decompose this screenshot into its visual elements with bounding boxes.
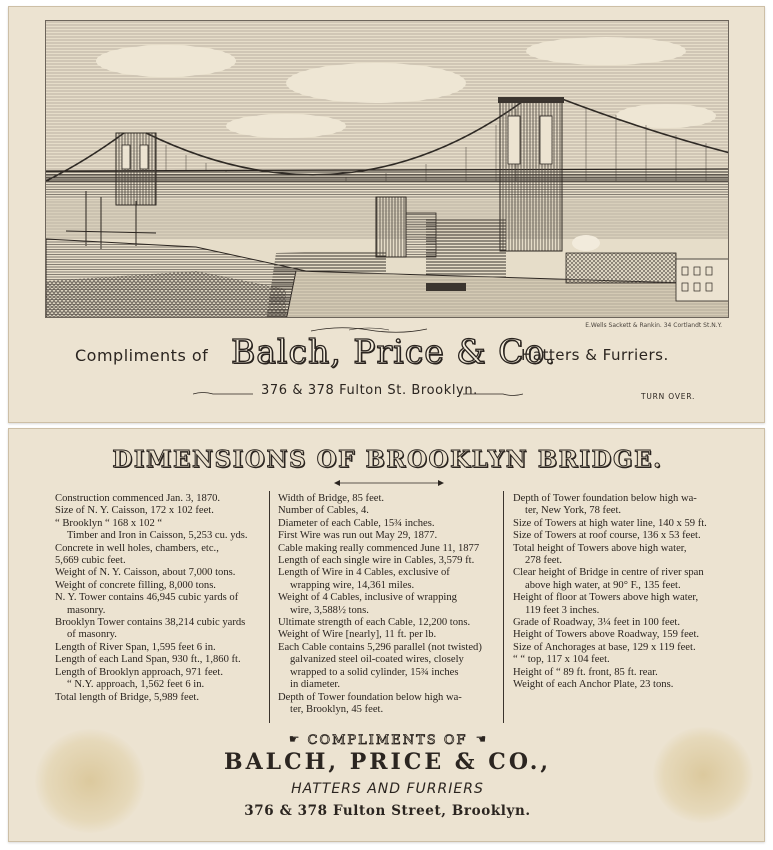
compliments-prefix: Compliments of	[75, 346, 209, 365]
pointing-hand-icon: ☚	[475, 732, 487, 746]
dimension-line: Each Cable contains 5,296 parallel (not twisted)	[278, 641, 482, 653]
column-divider	[269, 491, 270, 723]
dimension-line: Construction commenced Jan. 3, 1870.	[55, 493, 221, 504]
dimension-line: Length of each Land Span, 930 ft., 1,860 ft.	[55, 654, 241, 666]
dimension-line: First Wire was run out May 29, 1877.	[278, 530, 438, 542]
dimension-line: Height of floor at Towers above high water,	[513, 592, 699, 604]
right-tower	[498, 97, 564, 251]
dimension-line: wrapping wire, 14,361 miles.	[290, 579, 415, 591]
card-front	[8, 6, 765, 423]
dimension-line: Grade of Roadway, 3¼ feet in 100 feet.	[513, 617, 680, 629]
dimension-line: N. Y. Tower contains 46,945 cubic yards of	[55, 592, 239, 604]
dimension-line: Length of each single wire in Cables, 3,579 ft.	[278, 555, 475, 567]
trade-back: HATTERS AND FURRIERS	[291, 781, 484, 797]
dimension-line: Weight of 4 Cables, inclusive of wrapping	[278, 592, 457, 604]
dimension-line: ter, New York, 78 feet.	[525, 505, 622, 517]
dimension-line: Height of Towers above Roadway, 159 feet.	[513, 629, 700, 641]
dimension-line: above high water, at 90° F., 135 feet.	[525, 579, 681, 591]
dimension-line: masonry.	[67, 604, 106, 616]
trade-front: Hatters & Furriers.	[521, 346, 669, 364]
turn-over-note: TURN OVER.	[641, 392, 696, 401]
dimensions-column-1	[55, 493, 265, 704]
dimension-line: Size of Towers at roof course, 136 x 53 feet.	[513, 530, 701, 542]
dimension-line: Concrete in well holes, chambers, etc.,	[55, 542, 219, 554]
address-front: 376 & 378 Fulton St. Brooklyn.	[261, 383, 478, 398]
dimension-line: 278 feet.	[525, 555, 563, 567]
dimension-line: Size of Anchorages at base, 129 x 119 feet.	[513, 641, 696, 653]
compliments-line	[9, 330, 766, 380]
title-ornament-rule	[334, 479, 444, 487]
dimension-line: Ultimate strength of each Cable, 12,200 tons.	[278, 617, 471, 629]
dimension-line: Length of River Span, 1,595 feet 6 in.	[55, 641, 216, 653]
left-flourish-rule	[193, 391, 253, 397]
dimension-line: Weight of each Anchor Plate, 23 tons.	[513, 679, 674, 691]
dimension-line: in diameter.	[290, 679, 341, 691]
pointing-hand-icon: ☛	[288, 732, 300, 746]
dimensions-column-2	[278, 493, 500, 716]
dimension-line: Length of Brooklyn approach, 971 feet.	[55, 666, 223, 678]
engraver-credit: E.Wells Sackett & Rankin. 34 Cortlandt St.N.Y.	[585, 322, 722, 329]
brooklyn-bridge-engraving	[45, 20, 729, 318]
dimension-line: wrapped to a solid cylinder, 15¾ inches	[290, 666, 459, 678]
dimension-line: Depth of Tower foundation below high wa-	[278, 691, 462, 703]
firm-name-front: Balch, Price & Co.	[231, 332, 557, 371]
dimension-line: Depth of Tower foundation below high wa-	[513, 493, 697, 504]
dimensions-title: DIMENSIONS OF BROOKLYN BRIDGE.	[112, 446, 663, 473]
firm-name-back: BALCH, PRICE & CO.,	[223, 749, 552, 775]
right-flourish-rule	[463, 391, 523, 397]
dimension-line: Weight of N. Y. Caisson, about 7,000 tons.	[55, 567, 236, 579]
dimension-line: “ Brooklyn “ 168 x 102 “	[55, 517, 163, 529]
dimension-line: Brooklyn Tower contains 38,214 cubic yards	[55, 617, 246, 629]
address-line-front	[193, 383, 523, 403]
dimension-line: ter, Brooklyn, 45 feet.	[290, 703, 384, 715]
dimension-line: Timber and Iron in Caisson, 5,253 cu. yds.	[67, 530, 248, 542]
dimensions-column-3	[513, 493, 733, 692]
compliments-line-back	[9, 731, 766, 749]
compliments-back: COMPLIMENTS OF	[307, 733, 468, 748]
card-back	[8, 428, 765, 842]
dimension-line: “ N.Y. approach, 1,562 feet 6 in.	[67, 679, 205, 691]
dimension-line: Height of “ 89 ft. front, 85 ft. rear.	[513, 666, 658, 678]
dimension-line: Number of Cables, 4.	[278, 505, 369, 517]
dimension-line: 5,669 cubic feet.	[55, 555, 126, 567]
dimension-line: Clear height of Bridge in centre of river span	[513, 567, 704, 579]
left-tower	[116, 133, 156, 205]
dimension-line: Length of Wire in 4 Cables, exclusive of	[278, 567, 450, 579]
dimension-line: Size of N. Y. Caisson, 172 x 102 feet.	[55, 505, 214, 517]
dimension-line: galvanized steel oil-coated wires, closely	[290, 654, 464, 666]
dimension-line: of masonry.	[67, 629, 117, 641]
dimension-line: Total length of Bridge, 5,989 feet.	[55, 691, 200, 703]
address-back: 376 & 378 Fulton Street, Brooklyn.	[244, 803, 531, 819]
dimension-line: Size of Towers at high water line, 140 x 59 ft.	[513, 517, 707, 529]
dimension-line: “ “ top, 117 x 104 feet.	[513, 654, 610, 666]
dimension-line: 119 feet 3 inches.	[525, 604, 600, 616]
dimension-line: Diameter of each Cable, 15¾ inches.	[278, 517, 435, 529]
dimension-line: Width of Bridge, 85 feet.	[278, 493, 385, 504]
dimension-line: Weight of Wire [nearly], 11 ft. per lb.	[278, 629, 437, 641]
dimension-line: wire, 3,588½ tons.	[290, 604, 369, 616]
dimension-line: Weight of concrete filling, 8,000 tons.	[55, 579, 216, 591]
dimension-line: Cable making really commenced June 11, 1877	[278, 542, 480, 554]
dimension-line: Total height of Towers above high water,	[513, 542, 687, 554]
column-divider	[503, 491, 504, 723]
